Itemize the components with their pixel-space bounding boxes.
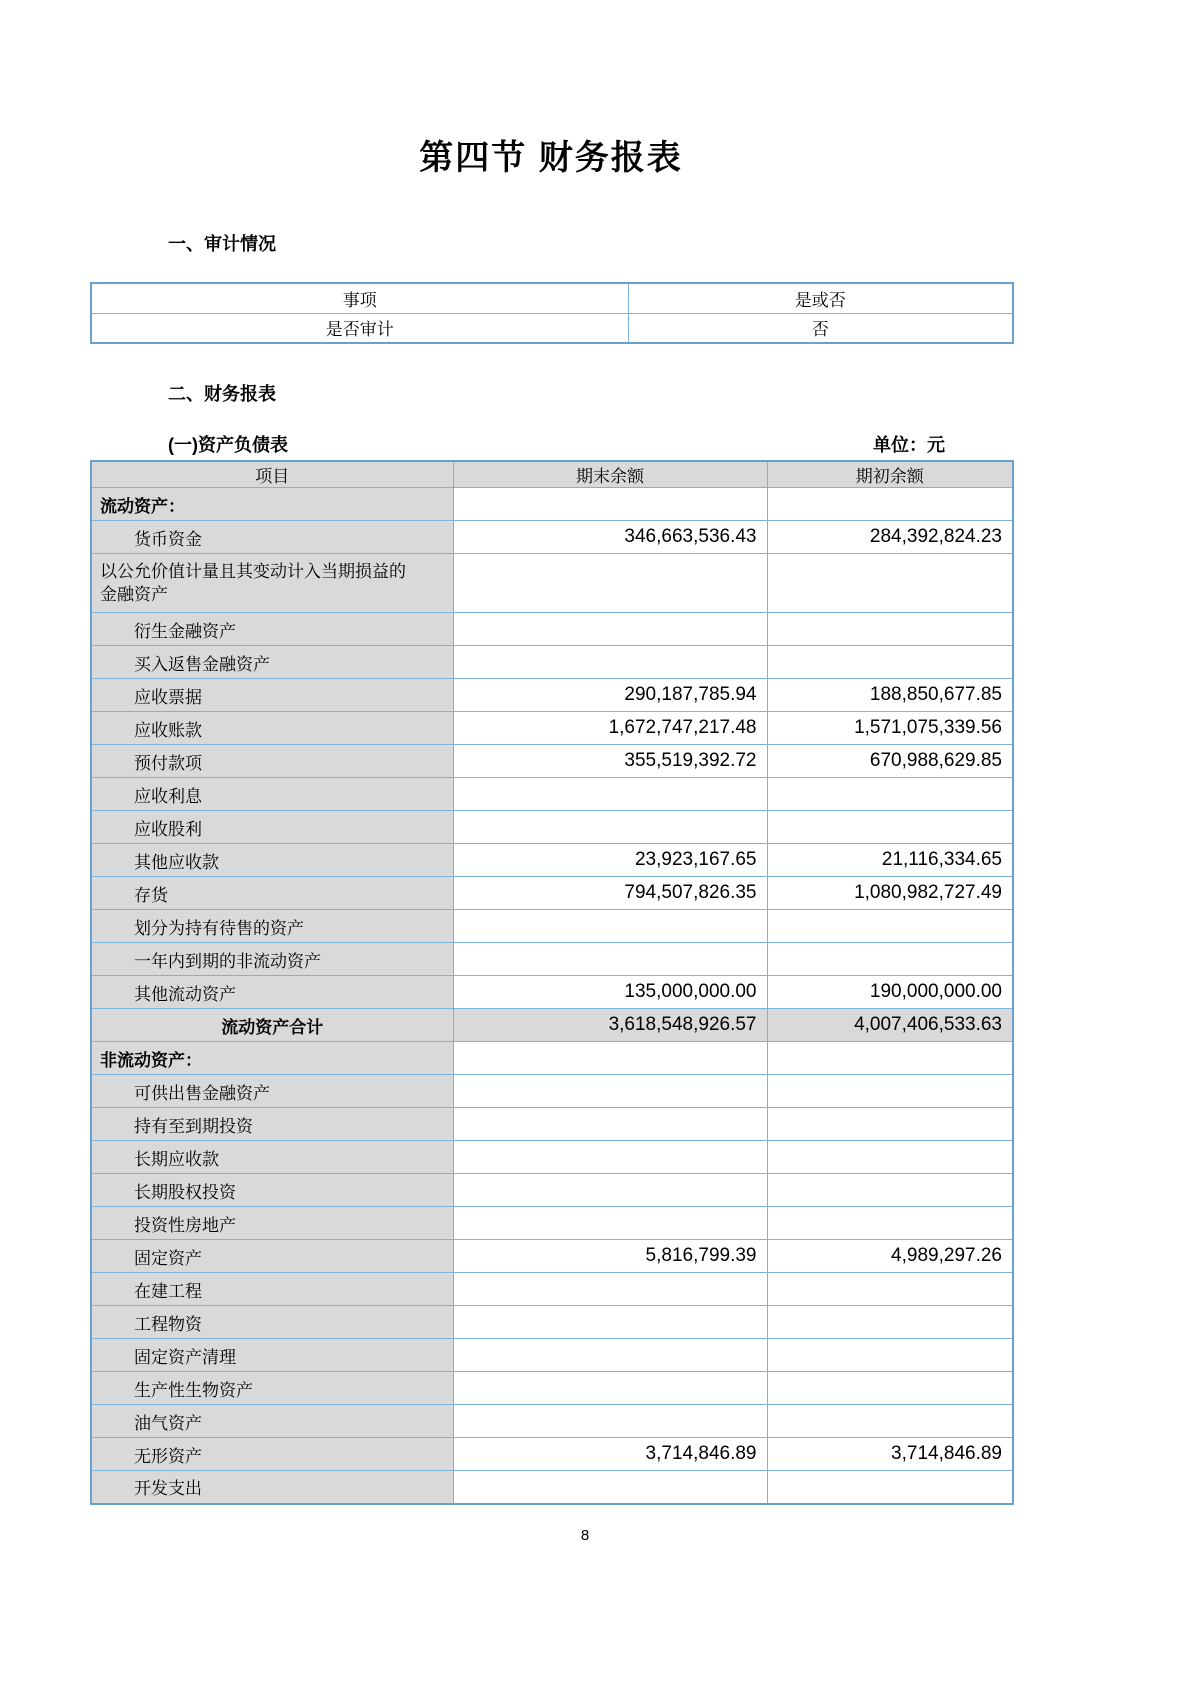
ending-balance-cell (453, 1141, 767, 1174)
table-row (91, 1009, 1013, 1042)
ending-balance-cell (453, 646, 767, 679)
beginning-balance-cell (767, 811, 1013, 844)
ending-balance-cell (453, 1075, 767, 1108)
ending-balance-cell (453, 1405, 767, 1438)
beginning-balance-cell (767, 1042, 1013, 1075)
beginning-balance-cell: 3,714,846.89 (767, 1438, 1013, 1471)
beginning-balance-cell (767, 1174, 1013, 1207)
table-row (91, 1273, 1013, 1306)
beginning-balance-cell: 284,392,824.23 (767, 521, 1013, 554)
ending-balance-cell (453, 910, 767, 943)
audit-header-yes-no: 是或否 (628, 283, 1013, 313)
page-title: 第四节 财务报表 (419, 139, 683, 177)
row-label: 应收利息 (91, 778, 453, 811)
ending-balance-cell (453, 1372, 767, 1405)
row-label: 划分为持有待售的资产 (91, 910, 453, 943)
table-row (91, 679, 1013, 712)
ending-balance-cell: 1,672,747,217.48 (453, 712, 767, 745)
row-label: 工程物资 (91, 1306, 453, 1339)
beginning-balance-cell (767, 554, 1013, 613)
audit-section-heading: 一、审计情况 (168, 234, 276, 254)
row-label: 衍生金融资产 (91, 613, 453, 646)
table-row (91, 1075, 1013, 1108)
beginning-balance-cell: 670,988,629.85 (767, 745, 1013, 778)
ending-balance-cell (453, 1273, 767, 1306)
row-label: 固定资产 (91, 1240, 453, 1273)
ending-balance-cell: 3,714,846.89 (453, 1438, 767, 1471)
beginning-balance-cell (767, 1207, 1013, 1240)
table-row (91, 976, 1013, 1009)
table-row (91, 488, 1013, 521)
beginning-balance-cell (767, 1372, 1013, 1405)
table-row (91, 1471, 1013, 1504)
ending-balance-cell: 794,507,826.35 (453, 877, 767, 910)
table-row (91, 877, 1013, 910)
ending-balance-cell (453, 943, 767, 976)
ending-balance-cell: 135,000,000.00 (453, 976, 767, 1009)
table-row (91, 943, 1013, 976)
beginning-balance-cell (767, 910, 1013, 943)
page-number: 8 (580, 1526, 590, 1544)
statements-section-heading: 二、财务报表 (168, 384, 276, 404)
table-row (91, 1042, 1013, 1075)
beginning-balance-cell (767, 1075, 1013, 1108)
row-label: 存货 (91, 877, 453, 910)
balance-sheet-title: (一)资产负债表 (168, 435, 288, 455)
ending-balance-cell: 3,618,548,926.57 (453, 1009, 767, 1042)
ending-balance-cell (453, 811, 767, 844)
table-row (91, 910, 1013, 943)
row-label: 以公允价值计量且其变动计入当期损益的金融资产 (91, 554, 453, 613)
row-label: 其他流动资产 (91, 976, 453, 1009)
table-row (91, 712, 1013, 745)
row-label: 可供出售金融资产 (91, 1075, 453, 1108)
row-label: 流动资产： (91, 488, 453, 521)
ending-balance-cell (453, 1471, 767, 1504)
table-row (91, 1372, 1013, 1405)
row-label: 其他应收款 (91, 844, 453, 877)
table-row (91, 745, 1013, 778)
beginning-balance-cell: 188,850,677.85 (767, 679, 1013, 712)
column-header-ending-balance: 期末余额 (453, 461, 767, 488)
balance-sheet-body (91, 488, 1013, 1504)
row-label: 油气资产 (91, 1405, 453, 1438)
audit-row-item: 是否审计 (91, 313, 628, 343)
ending-balance-cell (453, 1207, 767, 1240)
beginning-balance-cell (767, 646, 1013, 679)
table-row (91, 646, 1013, 679)
ending-balance-cell (453, 554, 767, 613)
beginning-balance-cell (767, 1339, 1013, 1372)
row-label: 持有至到期投资 (91, 1108, 453, 1141)
table-row (91, 1438, 1013, 1471)
row-label: 无形资产 (91, 1438, 453, 1471)
beginning-balance-cell (767, 1405, 1013, 1438)
row-label: 长期股权投资 (91, 1174, 453, 1207)
row-label: 买入返售金融资产 (91, 646, 453, 679)
table-row (91, 1339, 1013, 1372)
audit-row-answer: 否 (628, 313, 1013, 343)
column-header-item: 项目 (91, 461, 453, 488)
row-label: 在建工程 (91, 1273, 453, 1306)
table-row (91, 1405, 1013, 1438)
table-row (91, 1207, 1013, 1240)
row-label: 开发支出 (91, 1471, 453, 1504)
row-label: 应收票据 (91, 679, 453, 712)
ending-balance-cell (453, 1042, 767, 1075)
beginning-balance-cell (767, 778, 1013, 811)
audit-header-row (91, 283, 1013, 313)
audit-data-row (91, 313, 1013, 343)
row-label: 固定资产清理 (91, 1339, 453, 1372)
balance-sheet-header-row (91, 461, 1013, 488)
table-row (91, 1141, 1013, 1174)
beginning-balance-cell: 4,989,297.26 (767, 1240, 1013, 1273)
table-row (91, 1240, 1013, 1273)
row-label: 货币资金 (91, 521, 453, 554)
ending-balance-cell (453, 1174, 767, 1207)
row-label: 应收账款 (91, 712, 453, 745)
ending-balance-cell: 5,816,799.39 (453, 1240, 767, 1273)
column-header-beginning-balance: 期初余额 (767, 461, 1013, 488)
row-label: 预付款项 (91, 745, 453, 778)
beginning-balance-cell: 1,080,982,727.49 (767, 877, 1013, 910)
row-label: 投资性房地产 (91, 1207, 453, 1240)
audit-table (90, 282, 1014, 344)
ending-balance-cell (453, 1339, 767, 1372)
ending-balance-cell (453, 1306, 767, 1339)
row-label: 应收股利 (91, 811, 453, 844)
beginning-balance-cell (767, 488, 1013, 521)
ending-balance-cell (453, 613, 767, 646)
beginning-balance-cell (767, 613, 1013, 646)
balance-sheet-table (90, 460, 1014, 1505)
row-label: 流动资产合计 (91, 1009, 453, 1042)
beginning-balance-cell: 190,000,000.00 (767, 976, 1013, 1009)
beginning-balance-cell (767, 1306, 1013, 1339)
ending-balance-cell: 355,519,392.72 (453, 745, 767, 778)
beginning-balance-cell (767, 1108, 1013, 1141)
ending-balance-cell: 23,923,167.65 (453, 844, 767, 877)
table-row (91, 1108, 1013, 1141)
beginning-balance-cell (767, 1471, 1013, 1504)
beginning-balance-cell (767, 1141, 1013, 1174)
table-row (91, 1174, 1013, 1207)
ending-balance-cell (453, 488, 767, 521)
row-label: 生产性生物资产 (91, 1372, 453, 1405)
ending-balance-cell (453, 1108, 767, 1141)
beginning-balance-cell: 4,007,406,533.63 (767, 1009, 1013, 1042)
balance-sheet-caption-row (90, 433, 1012, 458)
beginning-balance-cell: 21,116,334.65 (767, 844, 1013, 877)
table-row (91, 613, 1013, 646)
ending-balance-cell: 346,663,536.43 (453, 521, 767, 554)
beginning-balance-cell: 1,571,075,339.56 (767, 712, 1013, 745)
beginning-balance-cell (767, 1273, 1013, 1306)
ending-balance-cell: 290,187,785.94 (453, 679, 767, 712)
table-row (91, 811, 1013, 844)
audit-header-item: 事项 (91, 283, 628, 313)
table-row (91, 521, 1013, 554)
unit-label: 单位：元 (873, 435, 945, 455)
beginning-balance-cell (767, 943, 1013, 976)
table-row (91, 1306, 1013, 1339)
row-label: 一年内到期的非流动资产 (91, 943, 453, 976)
row-label: 非流动资产： (91, 1042, 453, 1075)
row-label: 长期应收款 (91, 1141, 453, 1174)
table-row (91, 778, 1013, 811)
table-row (91, 554, 1013, 613)
ending-balance-cell (453, 778, 767, 811)
table-row (91, 844, 1013, 877)
